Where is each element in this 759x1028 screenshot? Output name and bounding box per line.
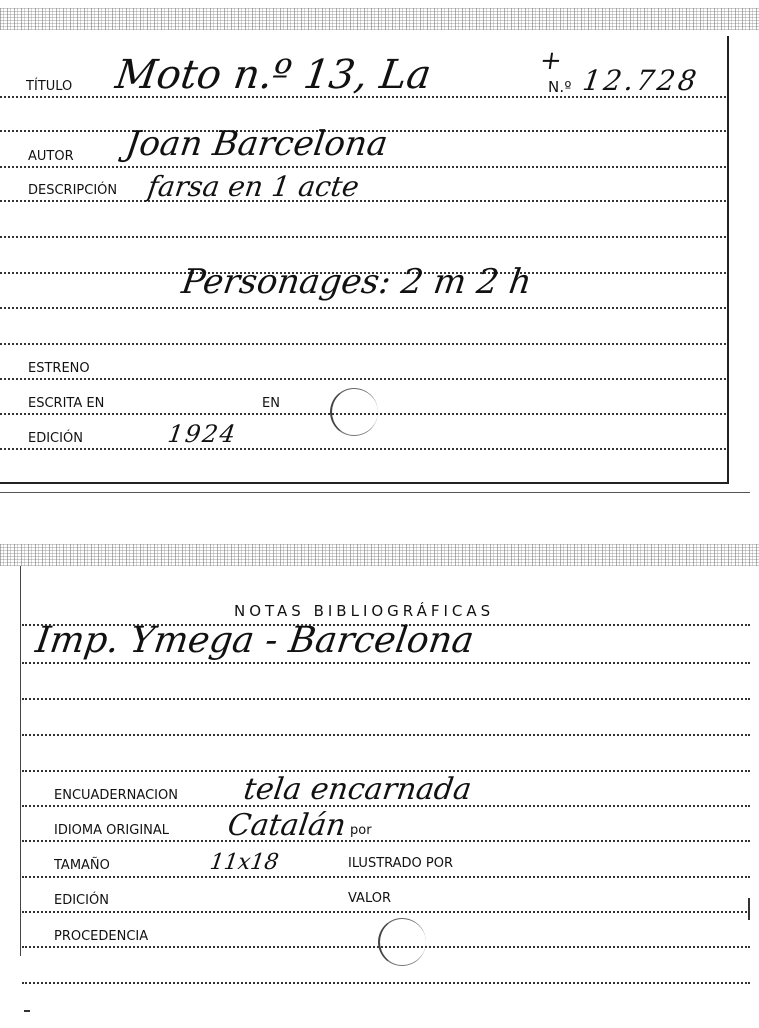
estreno-dotted-line (0, 378, 726, 380)
personajes-value: Personages: 2 m 2 h (179, 262, 535, 302)
tamano-dotted-line (22, 876, 750, 878)
estreno-label: ESTRENO (28, 361, 90, 376)
edicion-label: EDICIÓN (28, 431, 83, 446)
card-top-edge-texture (0, 8, 759, 30)
dotted-line (22, 982, 750, 984)
escrita-en-label: ESCRITA EN (28, 396, 105, 411)
dotted-line (22, 734, 750, 736)
nota-dotted-line (22, 662, 750, 664)
notas-heading: NOTAS BIBLIOGRÁFICAS (234, 602, 495, 620)
edicion-value: 1924 (166, 420, 240, 448)
autor-dotted-line (0, 166, 726, 168)
nota-value: Imp. Ymega - Barcelona (33, 620, 477, 661)
card-bottom-shadow (0, 492, 750, 493)
tamano-label: TAMAÑO (54, 858, 110, 873)
autor-value: Joan Barcelona (123, 124, 391, 164)
tick-mark (748, 898, 750, 920)
idioma-dotted-line (22, 840, 750, 842)
edicion-dotted-line (0, 448, 726, 450)
numero-label: N.º (548, 78, 572, 96)
stamp-mark (378, 918, 426, 966)
titulo-value: Moto n.º 13, La (112, 52, 434, 98)
dotted-line (0, 236, 726, 238)
numero-value: 12.728 (580, 64, 702, 97)
card-left-border (20, 566, 21, 956)
edicion-valor-dotted-line (22, 911, 750, 913)
procedencia-label: PROCEDENCIA (54, 929, 149, 944)
numero-cross: + (537, 46, 564, 76)
descripcion-value: farsa en 1 acte (145, 170, 362, 203)
titulo-label: TÍTULO (26, 79, 73, 94)
stamp-mark (330, 388, 378, 436)
card-top-edge-texture (0, 544, 759, 566)
encuadernacion-value: tela encarnada (241, 772, 474, 807)
en-label: EN (262, 396, 280, 411)
valor-label: VALOR (348, 891, 391, 906)
dotted-line (0, 343, 726, 345)
autor-label: AUTOR (28, 149, 74, 164)
dotted-line (22, 698, 750, 700)
tamano-value: 11x18 (208, 850, 281, 875)
descripcion-label: DESCRIPCIÓN (28, 183, 118, 198)
edge-mark (24, 1010, 30, 1012)
card-bottom-border (0, 482, 729, 484)
edicion2-label: EDICIÓN (54, 893, 109, 908)
encuadernacion-label: ENCUADERNACION (54, 788, 178, 803)
personajes-dotted-line (0, 307, 726, 309)
por-label: por (350, 823, 372, 838)
descripcion-dotted-line (0, 200, 726, 202)
card-right-border (727, 36, 729, 484)
ilustrado-label: ILUSTRADO POR (348, 856, 454, 871)
idioma-value: Catalán (225, 808, 349, 843)
idioma-label: IDIOMA ORIGINAL (54, 823, 170, 838)
